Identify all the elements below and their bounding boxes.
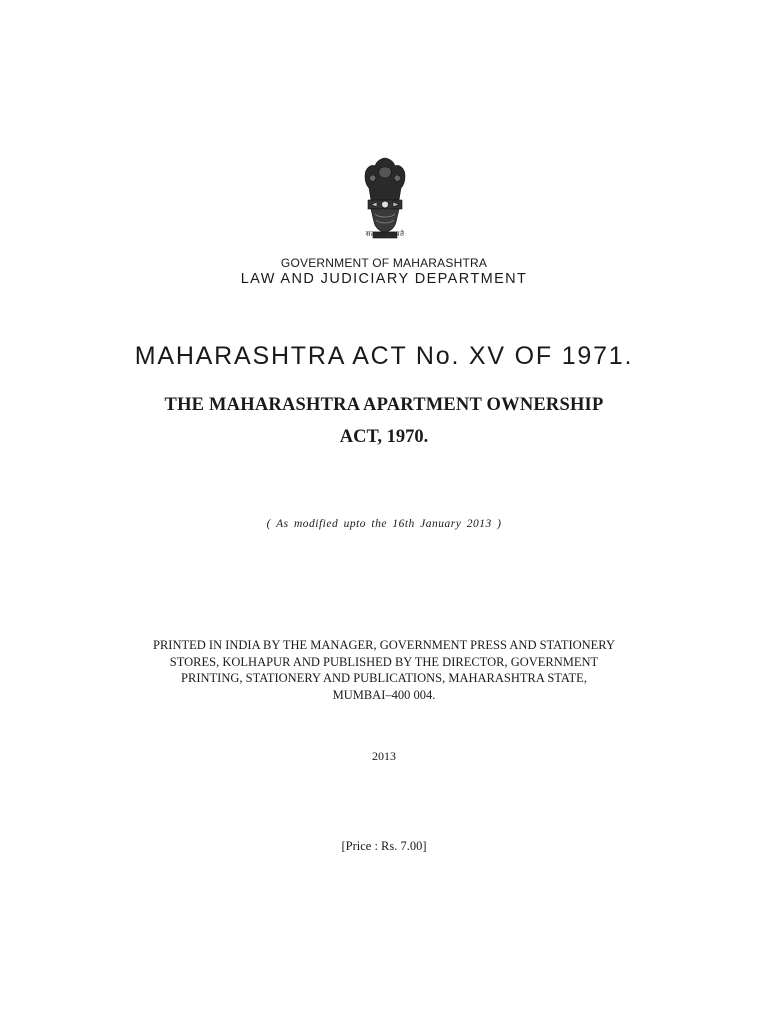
act-title-line-1: THE MAHARASHTRA APARTMENT OWNERSHIP	[164, 395, 604, 415]
department-name: LAW AND JUDICIARY DEPARTMENT	[240, 271, 528, 287]
modified-note: ( As modified upto the 16th January 2013 )	[266, 518, 502, 530]
imprint-line: PRINTED IN INDIA BY THE MANAGER, GOVERNMENT PRESS AND STATIONERY	[153, 638, 615, 652]
publication-year: 2013	[372, 749, 396, 763]
imprint-line: STORES, KOLHAPUR AND PUBLISHED BY THE DIRECTOR, GOVERNMENT	[169, 654, 599, 669]
government-name: GOVERNMENT OF MAHARASHTRA	[280, 256, 488, 270]
imprint-line: MUMBAI–400 004.	[332, 687, 436, 702]
price-label: [Price : Rs. 7.00]	[341, 839, 427, 853]
emblem-motto: सत्यमेव जयते	[365, 230, 405, 238]
imprint-line: PRINTING, STATIONERY AND PUBLICATIONS, MAHARASHTRA STATE,	[181, 671, 587, 685]
imprint-block	[0, 637, 768, 703]
act-number: MAHARASHTRA ACT No. XV OF 1971.	[134, 342, 634, 370]
act-title-line-2: ACT, 1970.	[339, 427, 429, 447]
